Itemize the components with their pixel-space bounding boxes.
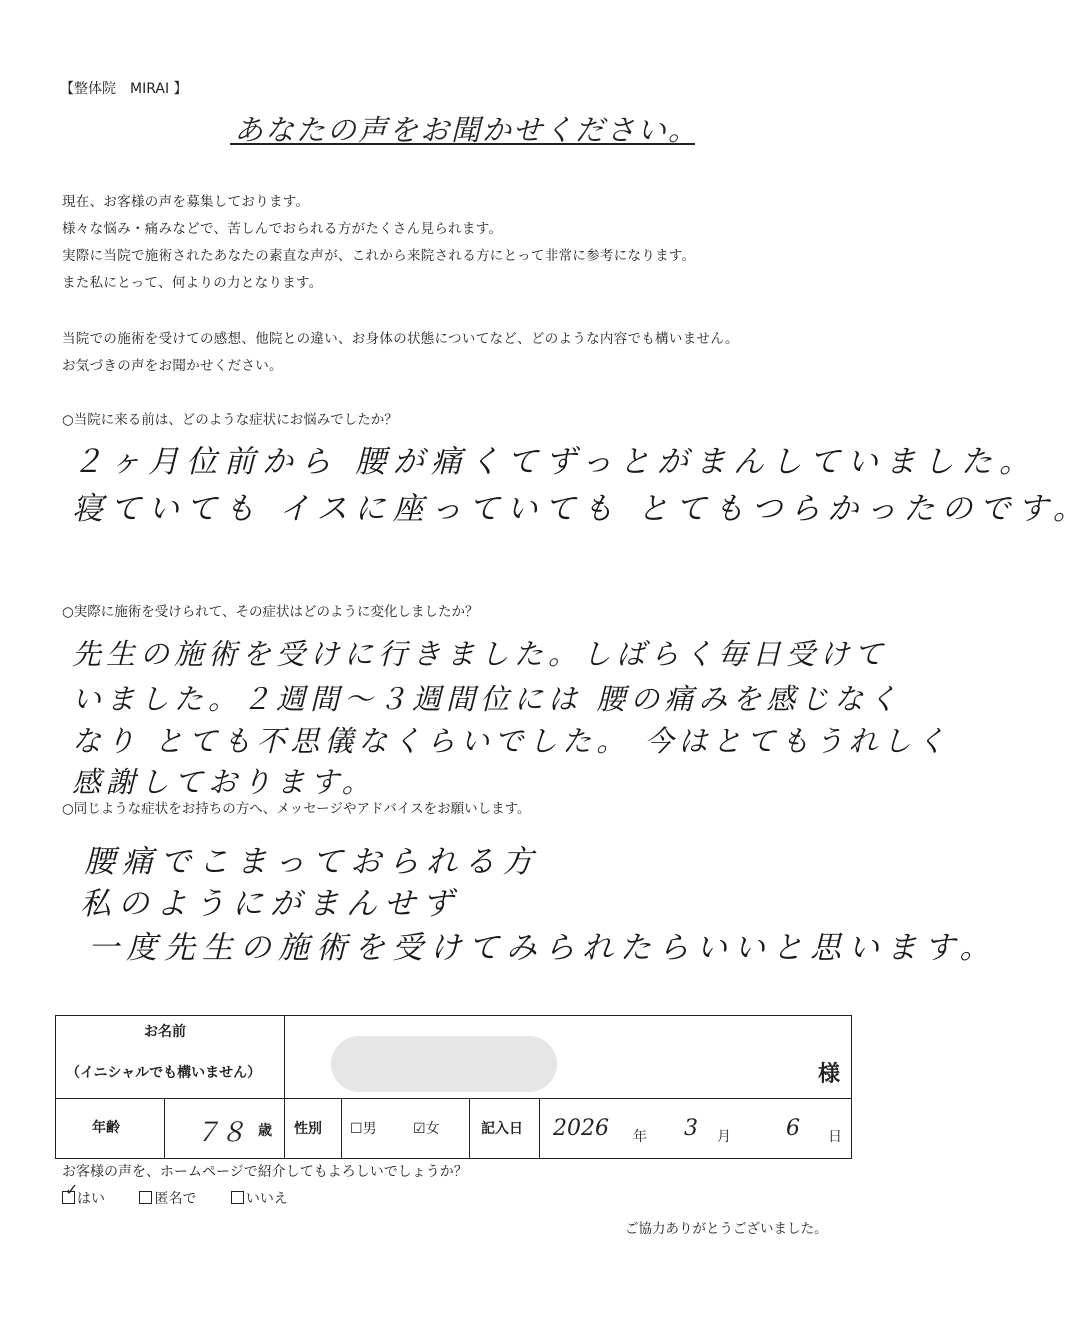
date-label: 記入日 xyxy=(481,1121,523,1137)
name-sub-label: （イニシャルでも構いません） xyxy=(66,1065,262,1081)
table-divider xyxy=(469,1098,470,1158)
checkbox-icon xyxy=(139,1191,152,1204)
answer-3-line: 腰痛でこまっておられる方 xyxy=(84,844,540,880)
answer-2-line: 先生の施術を受けに行きました。しばらく毎日受けて xyxy=(72,637,889,671)
day-unit: 日 xyxy=(828,1129,842,1145)
answer-3-line: 私のようにがまんせず xyxy=(80,886,460,922)
question-3: ○同じような症状をお持ちの方へ、メッセージやアドバイスをお願いします。 xyxy=(62,801,531,817)
name-suffix: 様 xyxy=(818,1062,841,1087)
gender-male-label: 男 xyxy=(362,1121,377,1137)
intro-line: 現在、お客様の声を募集しております。 xyxy=(62,194,310,210)
consent-option-label: はい xyxy=(77,1191,105,1207)
table-divider xyxy=(539,1098,540,1158)
intro-line: また私にとって、何よりの力となります。 xyxy=(62,275,323,291)
question-1: ○当院に来る前は、どのような症状にお悩みでしたか？ xyxy=(62,412,398,428)
answer-3-line: 一度先生の施術を受けてみられたらいいと思います。 xyxy=(88,930,998,966)
month-unit: 月 xyxy=(717,1129,731,1145)
consent-option-label: いいえ xyxy=(245,1191,288,1207)
consent-option-no[interactable] xyxy=(231,1191,288,1207)
age-label: 年齢 xyxy=(92,1120,120,1136)
table-divider xyxy=(164,1098,165,1158)
intro-line: 実際に当院で施術されたあなたの素直な声が、これから来院される方にとって非常に参考になります。 xyxy=(62,248,696,264)
gender-male-option[interactable] xyxy=(350,1118,377,1138)
title-underline xyxy=(230,143,695,145)
answer-2-line: なり とても不思儀なくらいでした。 今はとてもうれしく xyxy=(72,724,951,758)
gender-female-option[interactable] xyxy=(413,1118,440,1138)
name-label: お名前 xyxy=(144,1024,186,1040)
check-mark-icon: ✓ xyxy=(65,1180,79,1199)
answer-1-line: ２ヶ月位前から 腰が痛くてずっとがまんしていました。 xyxy=(72,444,1037,480)
checkbox-icon xyxy=(231,1191,244,1204)
consent-option-anonymous[interactable] xyxy=(139,1191,196,1207)
year-unit: 年 xyxy=(633,1129,647,1145)
page-title: あなたの声をお聞かせください。 xyxy=(233,113,699,147)
table-divider xyxy=(56,1098,851,1099)
consent-option-label: 匿名で xyxy=(154,1191,197,1207)
gender-female-label: 女 xyxy=(425,1121,440,1137)
answer-2-line: いました。２週間〜３週間位には 腰の痛みを感じなく xyxy=(72,682,903,716)
intro-line: お気づきの声をお聞かせください。 xyxy=(62,358,283,374)
thanks-message: ご協力ありがとうございました。 xyxy=(625,1221,828,1237)
age-value: ７８ xyxy=(194,1118,247,1148)
consent-options xyxy=(62,1188,318,1208)
clinic-name: 【整体院 MIRAI 】 xyxy=(60,81,188,97)
consent-question: お客様の声を、ホームページで紹介してもよろしいでしょうか？ xyxy=(62,1164,468,1180)
checked-checkbox-icon: ☑ xyxy=(413,1121,426,1137)
question-2: ○実際に施術を受けられて、その症状はどのように変化しましたか？ xyxy=(62,604,479,620)
date-year: 2026 xyxy=(553,1116,609,1141)
intro-line: 当院での施術を受けての感想、他院との違い、お身体の状態についてなど、どのような内容でも構いません。 xyxy=(62,331,739,347)
answer-2-line: 感謝しております。 xyxy=(72,765,376,799)
intro-line: 様々な悩み・痛みなどで、苦しんでおられる方がたくさん見られます。 xyxy=(62,221,503,237)
answer-1-line: 寝ていても イスに座っていても とてもつらかったのです。 xyxy=(72,491,1091,527)
redacted-name xyxy=(331,1036,557,1092)
age-unit: 歳 xyxy=(258,1123,272,1139)
gender-label: 性別 xyxy=(294,1121,322,1137)
table-divider xyxy=(284,1016,285,1158)
date-day: 6 xyxy=(786,1116,800,1141)
date-month: 3 xyxy=(684,1116,698,1141)
checkbox-icon: ☐ xyxy=(350,1121,363,1137)
info-table xyxy=(55,1015,852,1159)
table-divider xyxy=(341,1098,342,1158)
